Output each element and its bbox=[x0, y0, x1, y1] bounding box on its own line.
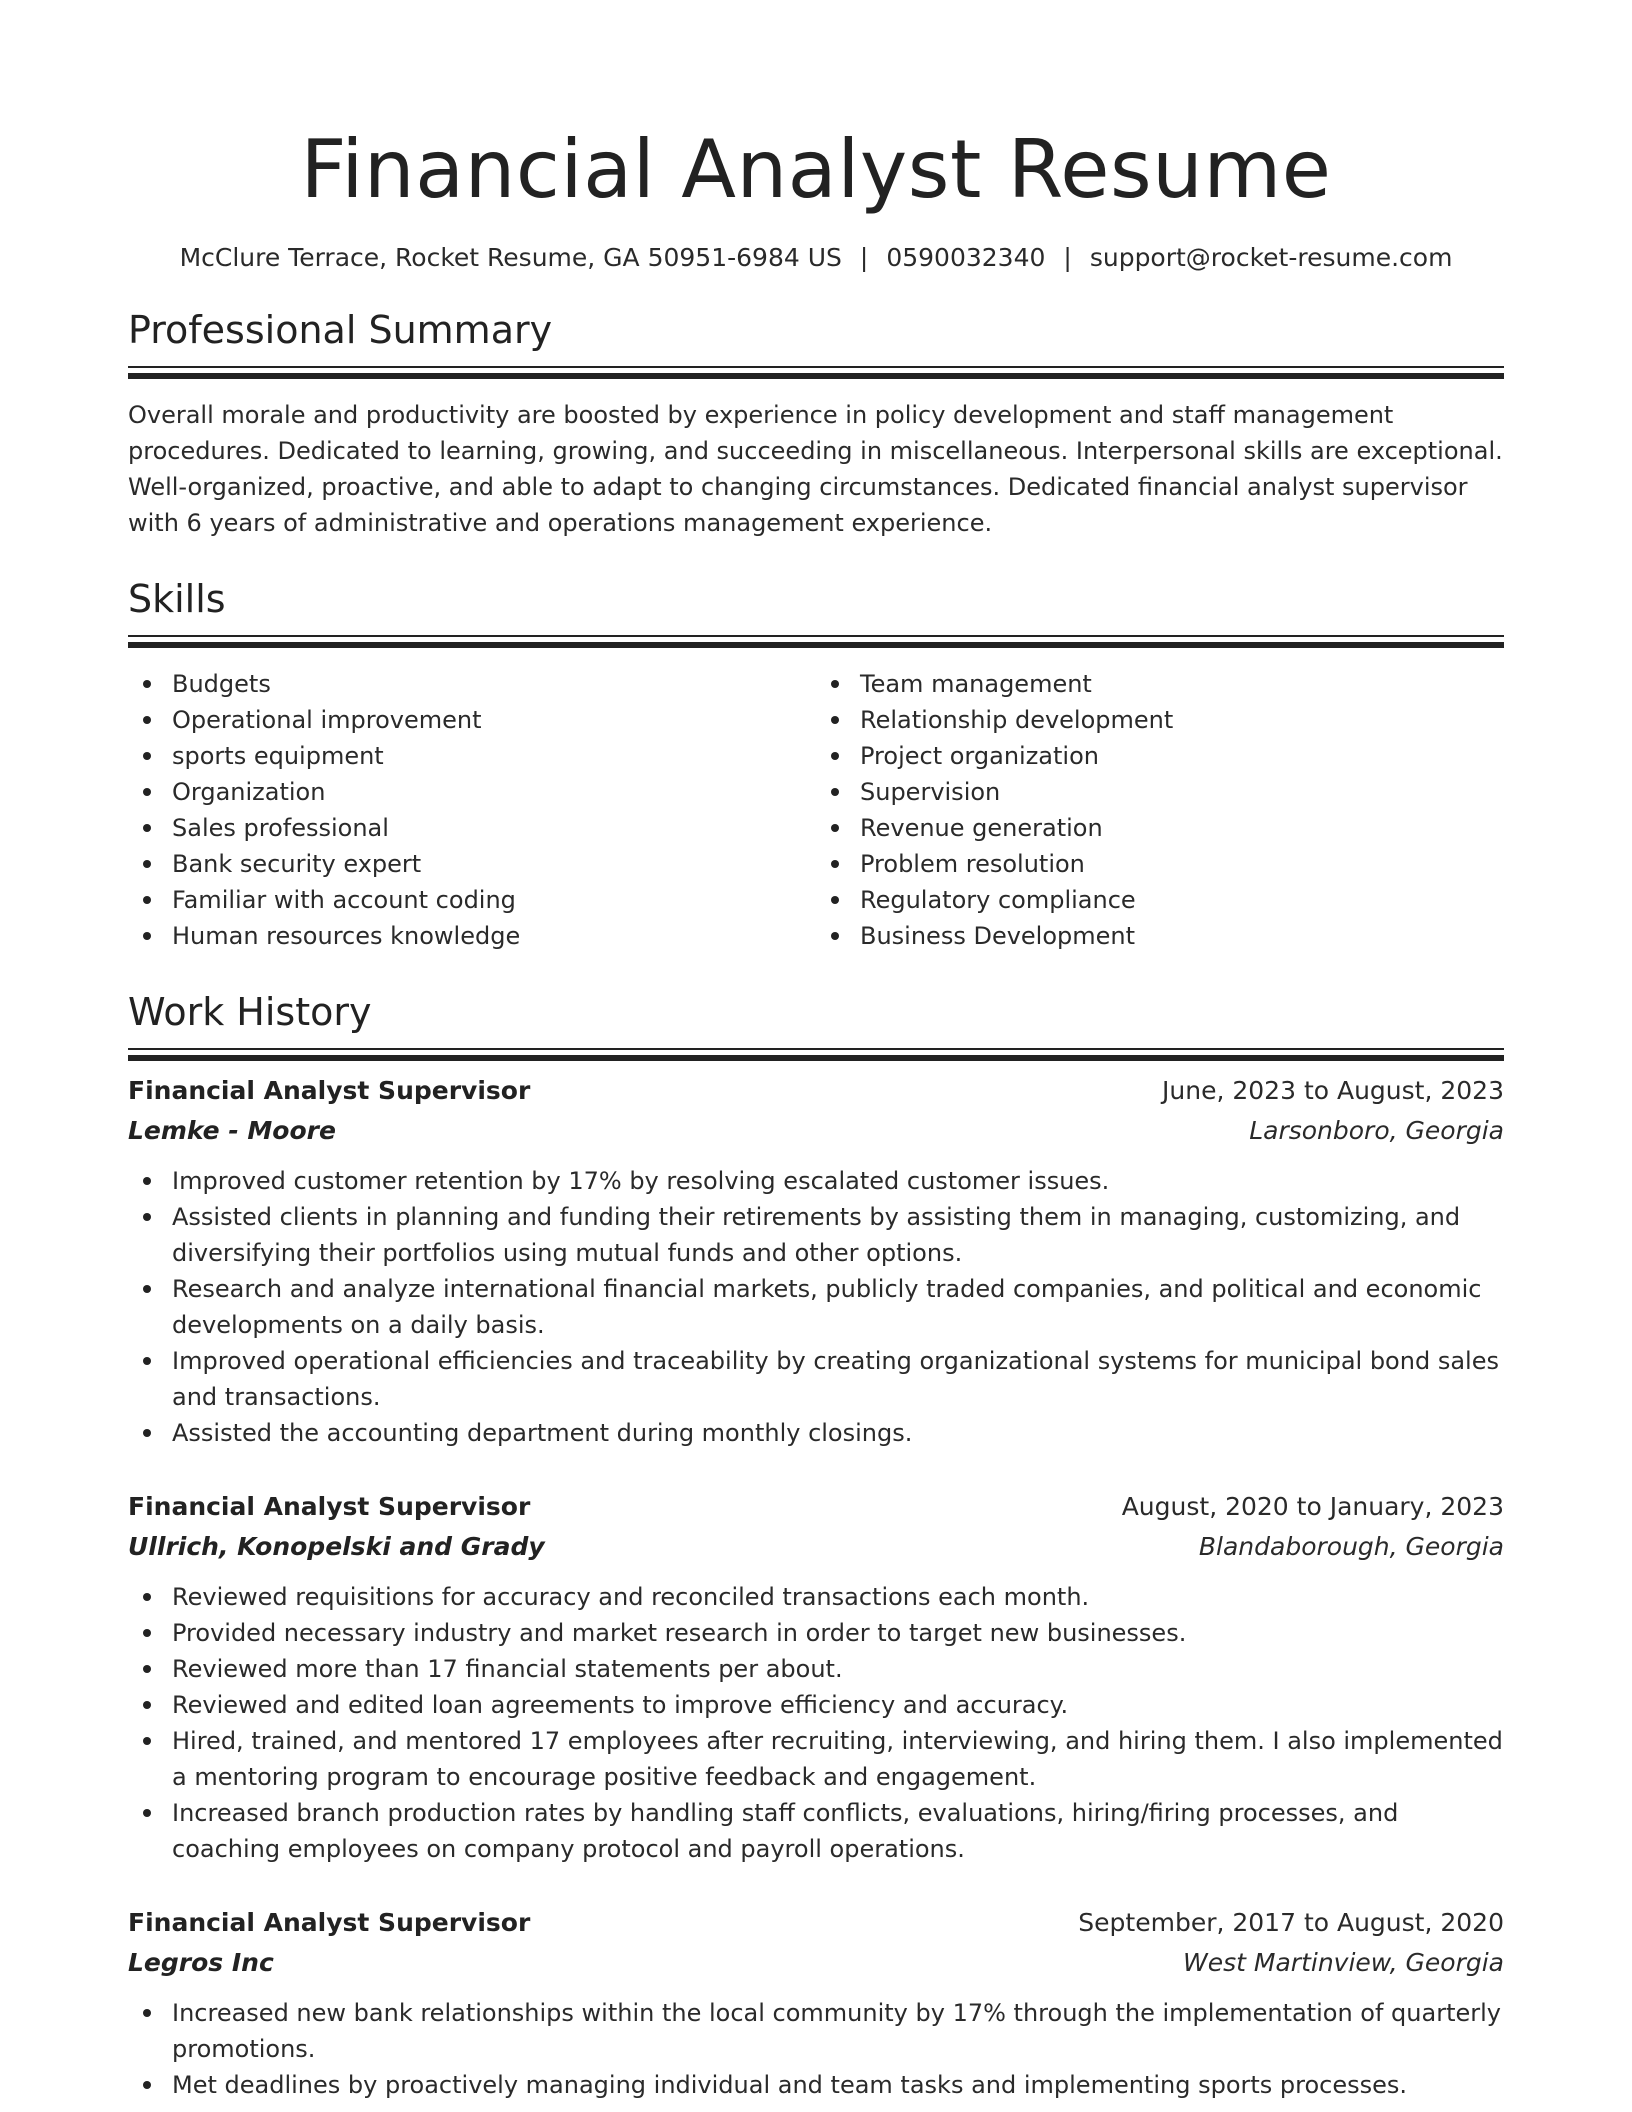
job-location: Blandaborough, Georgia bbox=[1198, 1532, 1504, 1561]
section-rule-thin bbox=[128, 366, 1504, 368]
job-dates: September, 2017 to August, 2020 bbox=[1078, 1908, 1504, 1937]
section-rule-thin bbox=[128, 1048, 1504, 1050]
job-bullets bbox=[128, 1579, 1504, 1867]
job-title: Financial Analyst Supervisor bbox=[128, 1908, 531, 1937]
job-entry bbox=[128, 1071, 1504, 1451]
job-dates: June, 2023 to August, 2023 bbox=[1162, 1076, 1504, 1105]
job-location: Larsonboro, Georgia bbox=[1249, 1116, 1504, 1145]
job-bullet: Increased new bank relationships within the local community by 17% through the implementation of quarterly promotions. bbox=[172, 1995, 1504, 2067]
job-bullet: Met deadlines by proactively managing individual and team tasks and implementing sports processes. bbox=[172, 2067, 1504, 2103]
skill-item: Budgets bbox=[172, 666, 816, 702]
contact-separator: | bbox=[859, 243, 869, 272]
contact-email: support@rocket-resume.com bbox=[1089, 243, 1453, 272]
summary-heading: Professional Summary bbox=[128, 308, 553, 352]
section-rule-thick bbox=[128, 642, 1504, 648]
section-rule-thick bbox=[128, 373, 1504, 379]
job-bullet: Assisted the accounting department during monthly closings. bbox=[172, 1415, 1504, 1451]
job-entry bbox=[128, 1903, 1504, 2103]
job-company: Ullrich, Konopelski and Grady bbox=[128, 1532, 545, 1561]
job-bullet: Provided necessary industry and market research in order to target new businesses. bbox=[172, 1615, 1504, 1651]
job-bullet: Reviewed more than 17 financial statements per about. bbox=[172, 1651, 1504, 1687]
contact-address: McClure Terrace, Rocket Resume, GA 50951-6984 US bbox=[179, 243, 842, 272]
job-bullets bbox=[128, 1995, 1504, 2103]
skill-item: Sales professional bbox=[172, 810, 816, 846]
job-bullet: Research and analyze international financial markets, publicly traded companies, and political and economic developments on a daily basis. bbox=[172, 1271, 1504, 1343]
skill-item: Revenue generation bbox=[860, 810, 1504, 846]
skill-item: Human resources knowledge bbox=[172, 918, 816, 954]
skill-item: Team management bbox=[860, 666, 1504, 702]
job-bullet: Increased branch production rates by handling staff conflicts, evaluations, hiring/firing processes, and coaching employees on company protocol and payroll operations. bbox=[172, 1795, 1504, 1867]
skills-column-left bbox=[128, 666, 816, 954]
job-title: Financial Analyst Supervisor bbox=[128, 1076, 531, 1105]
contact-phone: 0590032340 bbox=[886, 243, 1046, 272]
job-title: Financial Analyst Supervisor bbox=[128, 1492, 531, 1521]
skills-column-right bbox=[816, 666, 1504, 954]
skills-heading: Skills bbox=[128, 577, 226, 621]
skill-item: Bank security expert bbox=[172, 846, 816, 882]
job-company: Legros Inc bbox=[128, 1948, 274, 1977]
summary-text: Overall morale and productivity are boosted by experience in policy development and staff management procedures. Dedicated to learning, growing, and succeeding in miscellaneous. Interpersonal skills are exceptional. Well-organized, proactive, and able to adapt to changing circumstances. Dedicated financial analyst supervisor with 6 years of administrative and operations management experience. bbox=[128, 401, 1503, 537]
job-bullet: Improved operational efficiencies and traceability by creating organizational systems for municipal bond sales and transactions. bbox=[172, 1343, 1504, 1415]
skill-item: Operational improvement bbox=[172, 702, 816, 738]
job-bullet: Improved customer retention by 17% by resolving escalated customer issues. bbox=[172, 1163, 1504, 1199]
job-bullet: Reviewed and edited loan agreements to improve efficiency and accuracy. bbox=[172, 1687, 1504, 1723]
skill-item: Familiar with account coding bbox=[172, 882, 816, 918]
job-bullets bbox=[128, 1163, 1504, 1451]
skill-item: Supervision bbox=[860, 774, 1504, 810]
job-entry bbox=[128, 1487, 1504, 1867]
section-rule-thick bbox=[128, 1055, 1504, 1061]
job-bullet: Assisted clients in planning and funding their retirements by assisting them in managing, customizing, and diversifying their portfolios using mutual funds and other options. bbox=[172, 1199, 1504, 1271]
job-bullet: Hired, trained, and mentored 17 employees after recruiting, interviewing, and hiring them. I also implemented a mentoring program to encourage positive feedback and engagement. bbox=[172, 1723, 1504, 1795]
skill-item: Regulatory compliance bbox=[860, 882, 1504, 918]
job-location: West Martinview, Georgia bbox=[1183, 1948, 1504, 1977]
contact-line bbox=[128, 240, 1504, 276]
resume-page bbox=[128, 0, 1504, 2103]
skill-item: sports equipment bbox=[172, 738, 816, 774]
skill-item: Business Development bbox=[860, 918, 1504, 954]
skill-item: Project organization bbox=[860, 738, 1504, 774]
skill-item: Organization bbox=[172, 774, 816, 810]
contact-separator: | bbox=[1063, 243, 1072, 272]
skill-item: Relationship development bbox=[860, 702, 1504, 738]
job-dates: August, 2020 to January, 2023 bbox=[1121, 1492, 1504, 1521]
work-history-heading: Work History bbox=[128, 990, 372, 1034]
job-company: Lemke - Moore bbox=[128, 1116, 336, 1145]
page-title: Financial Analyst Resume bbox=[300, 123, 1332, 216]
section-rule-thin bbox=[128, 635, 1504, 637]
skills-list bbox=[128, 666, 1504, 954]
skill-item: Problem resolution bbox=[860, 846, 1504, 882]
job-bullet: Reviewed requisitions for accuracy and reconciled transactions each month. bbox=[172, 1579, 1504, 1615]
